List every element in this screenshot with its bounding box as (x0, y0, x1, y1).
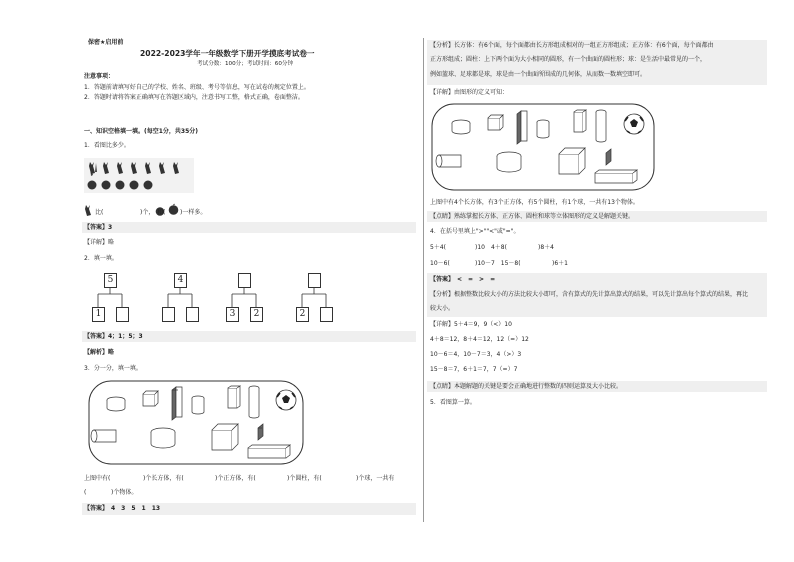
q1-text-c: 和( (157, 209, 166, 216)
q1-answer: 【答案】3 (84, 224, 113, 231)
q4-row2-a: 10－6( (430, 260, 450, 267)
detail-line: 【详解】5＋4＝9，9（<）10 (430, 321, 512, 328)
q3-answer: 【答案】 4 3 5 1 13 (84, 505, 161, 512)
tree-top-box[interactable] (238, 273, 251, 288)
q1-text-b: )个， (140, 209, 155, 216)
analysis-line: 较大小。 (430, 305, 455, 312)
soccer-ball-icon (276, 390, 296, 410)
tree-leaf-box[interactable] (162, 307, 175, 322)
point-line: 【点睛】本题解题的关键是要会正确地进行整数的四则运算及大小比较。 (430, 383, 623, 390)
q3-line2-b: )个物体。 (111, 489, 138, 496)
analysis-line: 例如篮球、足球都是球，球是由一个曲面所围成的几何体，从而数一数填空即可。 (430, 71, 647, 78)
column-divider (423, 38, 424, 522)
q4-row2-c: )6＋1 (552, 260, 568, 267)
q1-text-d: )一样多。 (180, 209, 207, 216)
tree-leaf-box: 2 (250, 307, 263, 322)
tree-top-box: 4 (174, 273, 187, 288)
q3-line1-d: )个圆柱，有( (287, 475, 322, 482)
q3-line1-a: 上图中有( (84, 475, 111, 482)
paper-title: 2022-2023学年一年级数学下册开学摸底考试卷一 (140, 49, 315, 58)
q4-row1-b: )10 4＋8( (475, 244, 507, 251)
q3-line1-e: )个球，一共有 (356, 475, 395, 482)
solids-picture (88, 380, 304, 465)
tree-leaf-box[interactable] (116, 307, 129, 322)
detail-line: 4＋8＝12，8＋4＝12，12（=）12 (430, 336, 529, 343)
q4-answer: 【答案】 < = > = (430, 276, 496, 283)
secret-label: 保密★启用前 (88, 39, 124, 46)
tree-leaf-box: 2 (296, 307, 309, 322)
soccer-ball-icon (624, 114, 644, 134)
notice-title: 注意事项： (84, 73, 115, 80)
tree-leaf-box[interactable] (320, 307, 333, 322)
paper-subtitle: 考试分数：100分；考试时间：60分钟 (197, 61, 294, 67)
q1-detail: 【详解】略 (84, 239, 115, 246)
analysis-line: 【分析】长方体：有6个面，每个面都由长方形组成相对的一组正方形组成；正方体：有6个面，每个面都由 (430, 42, 714, 49)
tree-top-box: 5 (104, 273, 117, 288)
q2-prompt: 2．填一填。 (84, 255, 118, 262)
q1-prompt: 1．看图比多少。 (84, 142, 130, 149)
q1-text-a: 比( (95, 209, 104, 216)
tree-top-box[interactable] (308, 273, 321, 288)
q3-line2-a: ( (84, 489, 87, 496)
result-line: 上图中有4个长方体，有3个正方体，有5个圆柱，有1个球，一共有13个物体。 (430, 199, 639, 206)
tree-leaf-box[interactable] (186, 307, 199, 322)
q2-answer: 【答案】4；1；5；3 (84, 333, 143, 340)
q3-prompt: 3．分一分，填一填。 (84, 365, 142, 372)
tree-leaf-box: 3 (226, 307, 239, 322)
analysis-line: 【分析】根据整数比较大小的方法比较大小即可，含有算式的先计算出算式的结果，可以先计算出每个算式的结果，再比 (430, 291, 749, 298)
solids-picture (431, 103, 655, 191)
q4-row2-b: )10－7 15－8( (475, 260, 521, 267)
q3-line1-b: )个长方体，有( (143, 475, 184, 482)
detail-line: 10－6＝4，10－7＝3，4（>）3 (430, 351, 522, 358)
q5-prompt: 5．看图算一算。 (430, 399, 476, 406)
detail-line: 【详解】由图形的定义可知： (430, 89, 509, 96)
analysis-line: 正方形组成；圆柱：上下两个面为大小相同的圆形，有一个曲面的圆柱形；球：是生活中最常见的一个， (430, 56, 707, 63)
notice-2: 2．答题时请将答案正确填写在答题区域内，注意书写工整，格式正确，卷面整洁。 (84, 94, 304, 101)
point-line: 【点睛】熟练掌握长方体、正方体、圆柱和球等立体图形的定义是解题关键。 (430, 213, 635, 220)
q4-row1-a: 5＋4( (430, 244, 446, 251)
section-title: 一、知识空格填一填。(每空1分，共35分) (84, 128, 199, 135)
q3-line1-c: )个正方体，有( (215, 475, 256, 482)
q2-analysis: 【解析】略 (84, 349, 115, 356)
detail-line: 15－8＝7，6＋1＝7，7（=）7 (430, 366, 518, 373)
tree-leaf-box: 1 (92, 307, 105, 322)
q4-prompt: 4．在括号里填上">""<"或"="。 (430, 228, 520, 235)
notice-1: 1．答题前请填写好自己的学校、姓名、班级、考号等信息，写在试卷的规定位置上。 (84, 84, 310, 91)
q4-row1-c: )8＋4 (538, 244, 554, 251)
